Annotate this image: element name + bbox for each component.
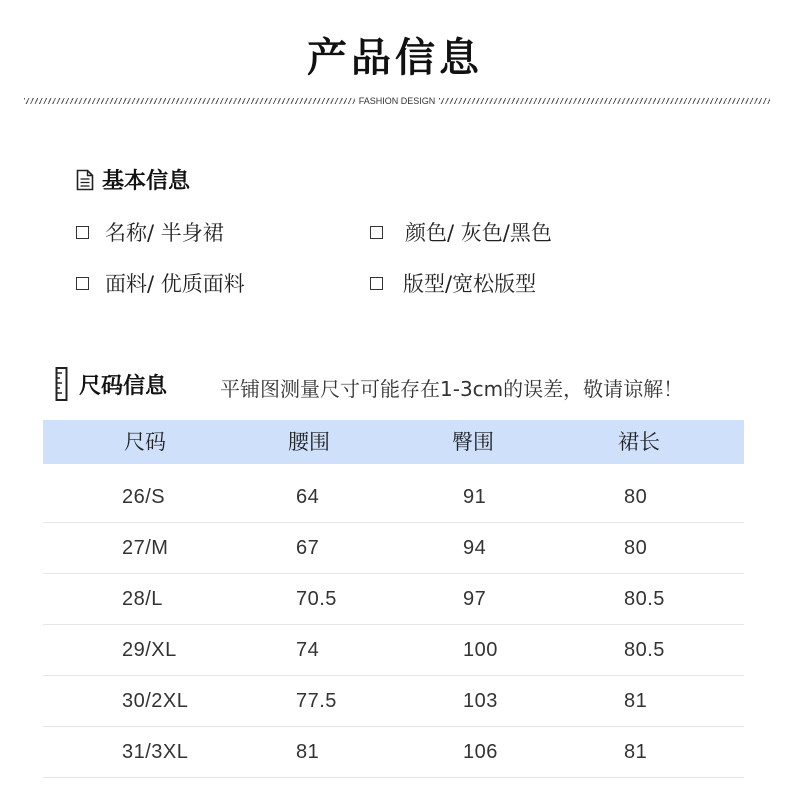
cell-size: 27/M xyxy=(122,537,169,559)
info-item-fit xyxy=(370,268,536,298)
cell-hip: 97 xyxy=(463,588,487,610)
cell-hip: 103 xyxy=(463,690,498,712)
size-table xyxy=(43,420,744,778)
cell-hip: 94 xyxy=(463,537,487,559)
table-row xyxy=(43,625,744,676)
cell-length: 81 xyxy=(624,741,648,763)
table-row xyxy=(43,472,744,523)
cell-size: 28/L xyxy=(122,588,163,610)
column-header-length: 裙长 xyxy=(618,430,660,454)
column-header-waist: 腰围 xyxy=(288,430,330,454)
cell-waist: 77.5 xyxy=(296,690,337,712)
checkbox-icon xyxy=(76,277,89,290)
divider-label: FASHION DESIGN xyxy=(358,96,436,106)
info-item-fabric xyxy=(76,268,245,298)
cell-length: 80.5 xyxy=(624,639,665,661)
basic-info-heading xyxy=(76,164,190,195)
info-item-label: 名称/ 半身裙 xyxy=(105,221,224,245)
table-row xyxy=(43,727,744,778)
basic-info-title: 基本信息 xyxy=(102,169,191,194)
cell-size: 30/2XL xyxy=(122,690,189,712)
document-icon xyxy=(76,169,94,191)
checkbox-icon xyxy=(370,277,383,290)
info-item-name xyxy=(76,217,224,247)
cell-length: 80.5 xyxy=(624,588,665,610)
size-info-title: 尺码信息 xyxy=(79,373,168,399)
size-info-heading xyxy=(55,367,167,401)
divider-hatch-right xyxy=(439,98,770,104)
divider-hatch-left xyxy=(24,98,355,104)
cell-length: 80 xyxy=(624,537,648,559)
column-header-size: 尺码 xyxy=(124,430,166,454)
table-row xyxy=(43,676,744,727)
cell-size: 29/XL xyxy=(122,639,177,661)
measurement-note: 平铺图测量尺寸可能存在1-3cm的误差，敬请谅解！ xyxy=(220,377,684,401)
info-item-label: 面料/ 优质面料 xyxy=(105,272,245,296)
column-header-hip: 臀围 xyxy=(452,430,494,454)
cell-hip: 91 xyxy=(463,486,487,508)
table-row xyxy=(43,523,744,574)
cell-waist: 64 xyxy=(296,486,320,508)
checkbox-icon xyxy=(76,226,89,239)
cell-length: 80 xyxy=(624,486,648,508)
page-title: 产品信息 xyxy=(307,35,483,81)
ruler-icon xyxy=(55,367,69,401)
info-item-label: 版型/宽松版型 xyxy=(403,272,537,296)
info-item-color xyxy=(370,217,552,247)
checkbox-icon xyxy=(370,226,383,239)
cell-hip: 106 xyxy=(463,741,498,763)
size-table-header xyxy=(43,420,744,464)
cell-waist: 74 xyxy=(296,639,320,661)
cell-size: 31/3XL xyxy=(122,741,189,763)
fashion-design-divider xyxy=(24,94,770,108)
table-row xyxy=(43,574,744,625)
cell-waist: 70.5 xyxy=(296,588,337,610)
cell-hip: 100 xyxy=(463,639,498,661)
cell-waist: 67 xyxy=(296,537,320,559)
cell-length: 81 xyxy=(624,690,648,712)
cell-size: 26/S xyxy=(122,486,166,508)
cell-waist: 81 xyxy=(296,741,320,763)
info-item-label: 颜色/ 灰色/黑色 xyxy=(405,221,552,245)
